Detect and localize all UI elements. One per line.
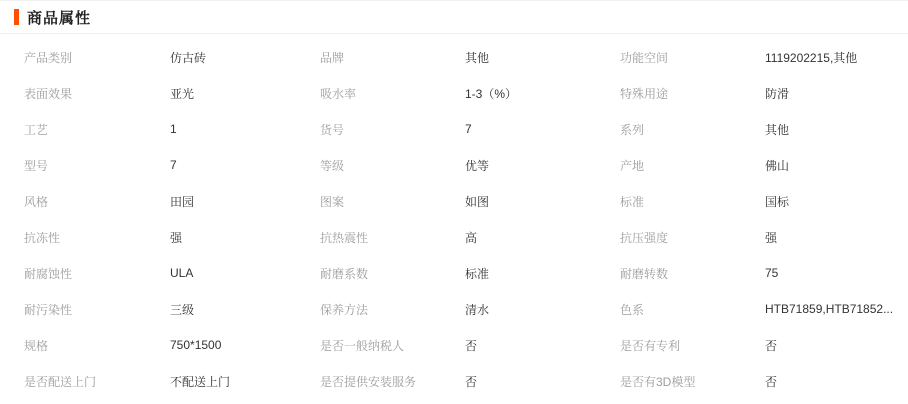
attribute-label: 是否有专利 — [620, 338, 681, 353]
attribute-label: 风格 — [24, 194, 49, 209]
attribute-value: 1119202215,其他 — [765, 50, 858, 65]
attribute-value: ULA — [170, 266, 194, 280]
attribute-value: 佛山 — [765, 158, 790, 173]
attribute-label: 系列 — [620, 122, 645, 137]
attribute-label: 品牌 — [320, 50, 345, 65]
attribute-value: 仿古砖 — [170, 50, 207, 65]
attribute-value: 标准 — [465, 266, 490, 281]
attribute-label: 货号 — [320, 122, 345, 137]
attribute-label: 是否一般纳税人 — [320, 338, 405, 353]
attribute-value: 否 — [765, 338, 778, 353]
attributes-table — [0, 34, 908, 399]
attribute-value: HTB71859,HTB71852... — [765, 302, 894, 316]
attribute-value: 田园 — [170, 194, 195, 209]
attribute-label: 图案 — [320, 194, 345, 209]
attribute-label: 抗压强度 — [620, 230, 669, 245]
attribute-value: 如图 — [465, 194, 490, 209]
attribute-label: 工艺 — [24, 122, 49, 137]
attribute-value: 防滑 — [765, 86, 790, 101]
attribute-label: 抗冻性 — [24, 230, 61, 245]
attribute-label: 抗热震性 — [320, 230, 369, 245]
attribute-value: 7 — [465, 122, 472, 136]
attribute-value: 1 — [170, 122, 177, 136]
attribute-value: 三级 — [170, 302, 195, 317]
attribute-label: 耐污染性 — [24, 302, 73, 317]
attribute-label: 等级 — [320, 158, 345, 173]
attribute-label: 产地 — [620, 158, 645, 173]
attribute-value: 强 — [765, 230, 778, 245]
attribute-value: 7 — [170, 158, 177, 172]
attribute-value: 亚光 — [170, 86, 195, 101]
attribute-label: 产品类别 — [24, 50, 73, 65]
attribute-label: 保养方法 — [320, 302, 369, 317]
attribute-label: 型号 — [24, 158, 49, 173]
attribute-value: 高 — [465, 230, 478, 245]
attribute-value: 75 — [765, 266, 779, 280]
attribute-label: 吸水率 — [320, 86, 357, 101]
attribute-value: 750*1500 — [170, 338, 222, 352]
attribute-value: 国标 — [765, 194, 790, 209]
attribute-label: 表面效果 — [24, 86, 73, 101]
attribute-label: 功能空间 — [620, 50, 669, 65]
attribute-value: 其他 — [465, 50, 490, 65]
attribute-value: 否 — [765, 374, 778, 389]
attribute-value: 强 — [170, 230, 183, 245]
attribute-label: 是否有3D模型 — [620, 374, 696, 389]
attribute-label: 耐腐蚀性 — [24, 266, 73, 281]
panel-header — [0, 1, 908, 34]
attribute-label: 特殊用途 — [620, 86, 669, 101]
attribute-value: 1-3（%） — [465, 86, 518, 101]
attribute-label: 标准 — [620, 194, 645, 209]
accent-bar-icon — [14, 9, 19, 25]
attribute-label: 耐磨系数 — [320, 266, 369, 281]
attribute-label: 色系 — [620, 302, 645, 317]
attribute-label: 是否配送上门 — [24, 374, 97, 389]
panel-title: 商品属性 — [27, 9, 92, 27]
attribute-value: 其他 — [765, 122, 790, 137]
attribute-value: 清水 — [465, 302, 490, 317]
attribute-label: 耐磨转数 — [620, 266, 669, 281]
attribute-value: 否 — [465, 338, 478, 353]
attribute-value: 否 — [465, 374, 478, 389]
attribute-value: 不配送上门 — [170, 374, 231, 389]
attribute-label: 是否提供安装服务 — [320, 374, 417, 389]
attribute-label: 规格 — [24, 338, 49, 353]
attribute-value: 优等 — [465, 158, 490, 173]
